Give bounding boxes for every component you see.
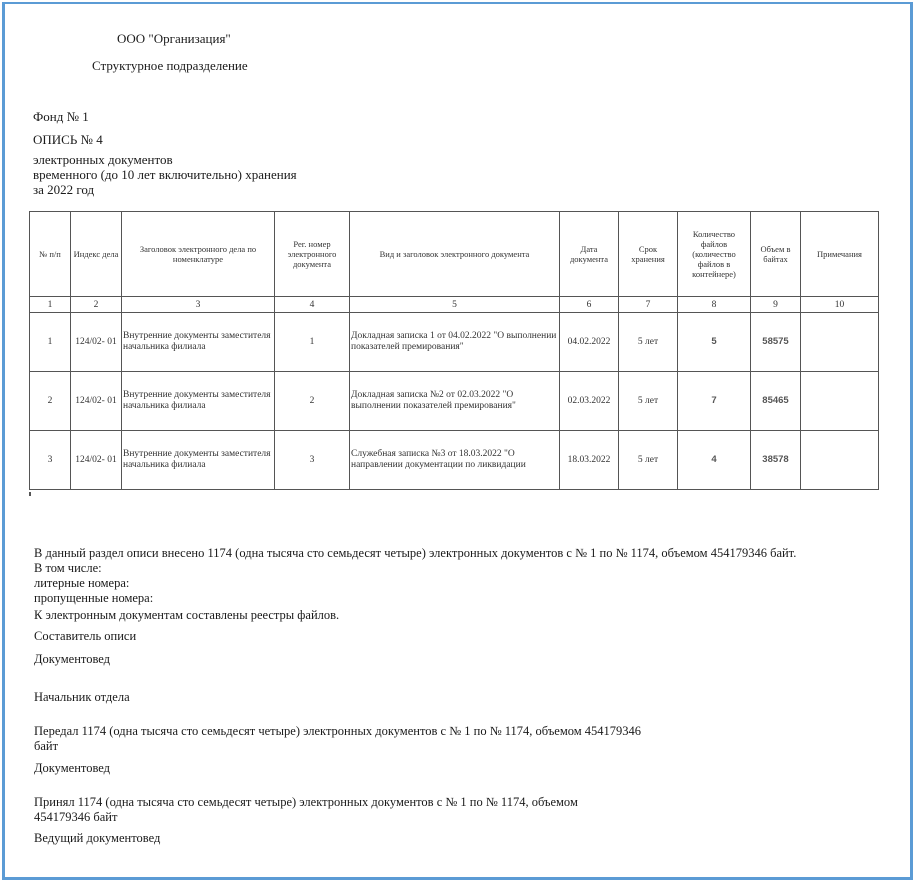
inventory-description-line: электронных документов [33, 152, 173, 167]
registration-number: 3 [275, 431, 350, 490]
retention-period: 5 лет [619, 431, 678, 490]
subdivision-name: Структурное подразделение [92, 58, 248, 73]
documentalist-title: Документовед [34, 761, 111, 775]
size-bytes: 58575 [751, 313, 801, 372]
column-header: Вид и заголовок электронного документа [350, 212, 560, 297]
column-header: Количество файлов (количество файлов в контейнере) [678, 212, 751, 297]
case-index: 124/02- 01 [71, 431, 122, 490]
column-number: 7 [619, 297, 678, 313]
column-number: 10 [801, 297, 879, 313]
column-number: 3 [122, 297, 275, 313]
lead-documentalist-title: Ведущий документовед [34, 831, 161, 845]
passed-statement: Передал 1174 (одна тысяча сто семьдесят четыре) электронных документов с № 1 по № 1174, объемом 454179346 [34, 724, 642, 738]
column-number-row [30, 297, 879, 313]
table-header-row [30, 212, 879, 297]
case-title: Внутренние документы заместителя начальника филиала [122, 313, 275, 372]
including-label: В том числе: [34, 561, 102, 575]
table-line-tail [29, 492, 31, 496]
row-number: 1 [30, 313, 71, 372]
case-index: 124/02- 01 [71, 372, 122, 431]
row-number: 2 [30, 372, 71, 431]
retention-period: 5 лет [619, 313, 678, 372]
letter-numbers-label: литерные номера: [34, 576, 130, 590]
notes [801, 431, 879, 490]
document-title: Докладная записка 1 от 04.02.2022 "О выполнении показателей премирования" [350, 313, 560, 372]
passed-statement-continuation: байт [34, 739, 59, 753]
case-title: Внутренние документы заместителя начальника филиала [122, 372, 275, 431]
retention-period: 5 лет [619, 372, 678, 431]
case-index: 124/02- 01 [71, 313, 122, 372]
column-number: 6 [560, 297, 619, 313]
missed-numbers-label: пропущенные номера: [34, 591, 154, 605]
document-title: Служебная записка №3 от 18.03.2022 "О направлении документации по ликвидации [350, 431, 560, 490]
column-header: Срок хранения [619, 212, 678, 297]
column-number: 8 [678, 297, 751, 313]
registries-note: К электронным документам составлены реестры файлов. [34, 608, 340, 622]
accepted-statement: Принял 1174 (одна тысяча сто семьдесят четыре) электронных документов с № 1 по № 1174, объемом [34, 795, 578, 809]
case-title: Внутренние документы заместителя начальника филиала [122, 431, 275, 490]
row-number: 3 [30, 431, 71, 490]
fond-number: Фонд № 1 [33, 109, 89, 124]
column-header: Дата документа [560, 212, 619, 297]
column-number: 9 [751, 297, 801, 313]
head-of-department-title: Начальник отдела [34, 690, 130, 704]
inventory-description-line: за 2022 год [33, 182, 95, 197]
inventory-title: ОПИСЬ № 4 [33, 132, 103, 147]
file-count: 4 [678, 431, 751, 490]
document-date: 02.03.2022 [560, 372, 619, 431]
column-header: Рег. номер электронного документа [275, 212, 350, 297]
inventory-table [29, 211, 879, 490]
file-count: 7 [678, 372, 751, 431]
table-row [30, 313, 879, 372]
inventory-description-line: временного (до 10 лет включительно) хранения [33, 167, 297, 182]
document-title: Докладная записка №2 от 02.03.2022 "О выполнении показателей премирования" [350, 372, 560, 431]
compiler-label: Составитель описи [34, 629, 137, 643]
column-header: № п/п [30, 212, 71, 297]
document-date: 04.02.2022 [560, 313, 619, 372]
document-date: 18.03.2022 [560, 431, 619, 490]
column-number: 5 [350, 297, 560, 313]
column-header: Индекс дела [71, 212, 122, 297]
summary-text: В данный раздел описи внесено 1174 (одна тысяча сто семьдесят четыре) электронных документов с № 1 по № 1174, объемом 454179346 байт. [34, 546, 797, 560]
column-number: 2 [71, 297, 122, 313]
organization-name: ООО "Организация" [117, 31, 231, 46]
column-header: Объем в байтах [751, 212, 801, 297]
table-row [30, 431, 879, 490]
accepted-statement-continuation: 454179346 байт [34, 810, 118, 824]
column-number: 4 [275, 297, 350, 313]
table-row [30, 372, 879, 431]
column-header: Заголовок электронного дела по номенклатуре [122, 212, 275, 297]
size-bytes: 38578 [751, 431, 801, 490]
size-bytes: 85465 [751, 372, 801, 431]
notes [801, 372, 879, 431]
registration-number: 1 [275, 313, 350, 372]
column-header: Примечания [801, 212, 879, 297]
documentalist-title: Документовед [34, 652, 111, 666]
notes [801, 313, 879, 372]
file-count: 5 [678, 313, 751, 372]
registration-number: 2 [275, 372, 350, 431]
column-number: 1 [30, 297, 71, 313]
